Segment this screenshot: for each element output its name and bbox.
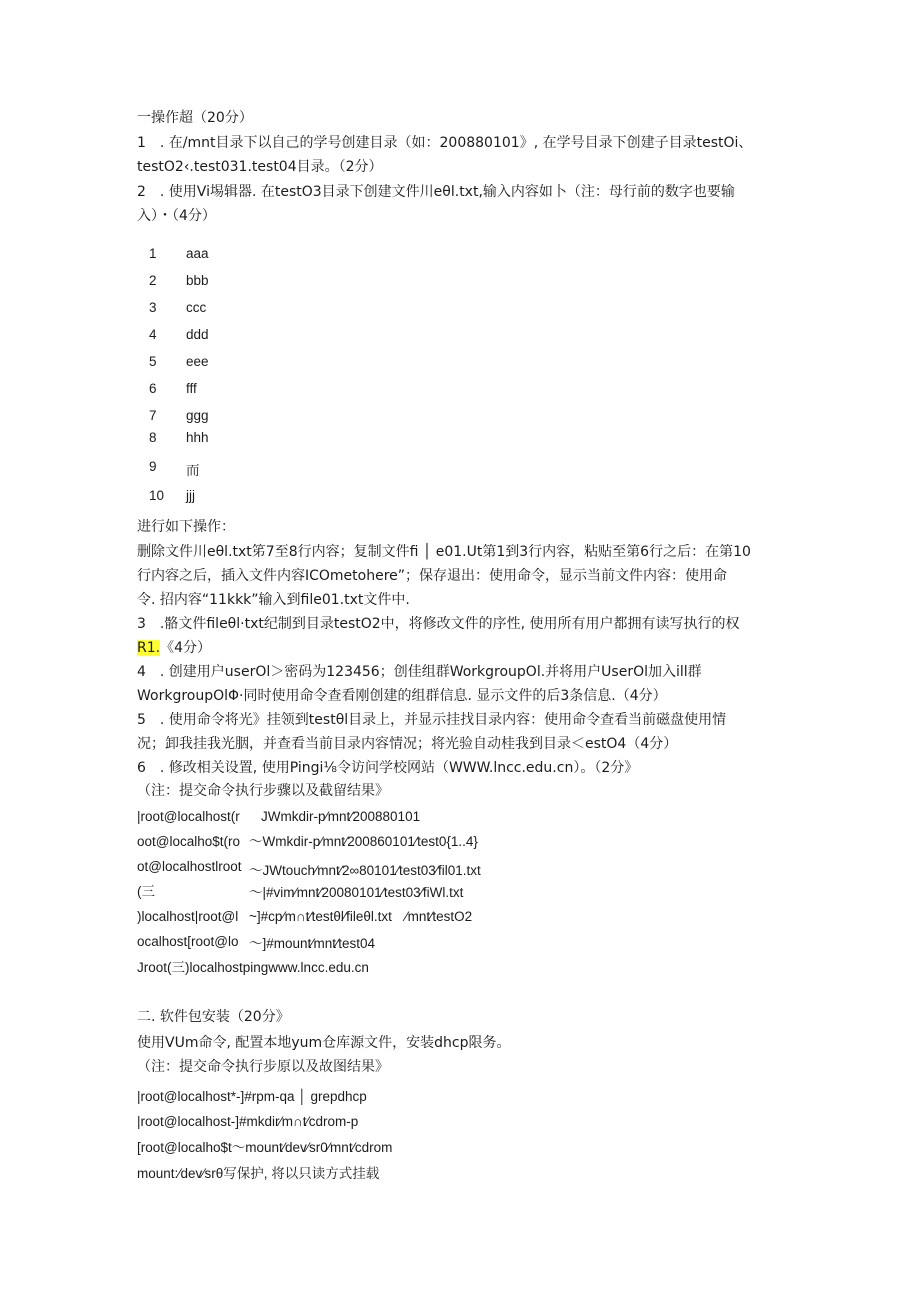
section2-title: 二. 软件包安装（20分》 bbox=[137, 1009, 290, 1025]
command-prompt: )localhost|root@l bbox=[137, 909, 239, 924]
question1-line1: 1 . 在/mnt目录下以自己的学号创建目录（如：200880101》, 在学号目录下创建子目录testOi、 bbox=[137, 135, 753, 151]
list-item-number: 5 bbox=[149, 354, 157, 369]
list-item-value: 而 bbox=[186, 463, 200, 478]
command-line: |root@localhost*-]#rpm-qa │ grepdhcp bbox=[137, 1089, 367, 1104]
list-item-value: fff bbox=[186, 381, 197, 396]
question4-line2: WorkgroupOlΦ·同时使用命令查看刚创建的组群信息. 显示文件的后3条信息.（4分） bbox=[137, 688, 667, 704]
question1-line2: testO2‹.test031.test04目录。（2分） bbox=[137, 159, 383, 175]
command-text: JWmkdir-p⁄mnt⁄200880101 bbox=[261, 809, 421, 824]
command-text: ～|#vim⁄mnt⁄20080101⁄test03⁄fiWl.txt bbox=[249, 885, 464, 900]
command-prompt: ocalhost[root@lo bbox=[137, 934, 239, 949]
list-item-value: jjj bbox=[186, 488, 195, 503]
command-prompt: ot@localhostlroot bbox=[137, 859, 242, 874]
question2-line1: 2 . 使用Vi埸辑器. 在testO3目录下创建文件川eθl.txt,输入内容如卜（注：母行前的数字也要输 bbox=[137, 184, 735, 200]
operations-line1: 删除文件川eθl.txt笫7至8行内容；复制文件fi │ e01.Ut第1到3行内容，粘贴至第6行之后：在第10 bbox=[137, 544, 751, 560]
highlighted-text: R1. bbox=[137, 640, 161, 656]
operations-heading: 进行如下操作： bbox=[137, 519, 235, 535]
list-item-value: bbb bbox=[186, 273, 209, 288]
list-item-number: 10 bbox=[149, 488, 165, 503]
operations-line2: 行内容之后，插入文件内容ICOmetohere”；保存退出：使用命令，显示当前文件内容：使用命 bbox=[137, 568, 728, 584]
question3-score: 《4分） bbox=[160, 640, 212, 656]
question3-line2 bbox=[137, 639, 211, 657]
command-prompt: oot@localho$t(ro bbox=[137, 834, 241, 849]
command-text: ~]#cp⁄m∩t⁄testθl⁄fileθl.txt ⁄mnt⁄testO2 bbox=[249, 909, 473, 924]
list-item-value: aaa bbox=[186, 246, 209, 261]
list-item-number: 4 bbox=[149, 327, 157, 342]
operations-line3: 令. 招内容“11kkk”输入到file01.txt文件中. bbox=[137, 592, 410, 608]
list-item-value: hhh bbox=[186, 430, 209, 445]
question5-line2: 况；卸我挂我光胭，并查看当前目录内容情况；将光验自动桂我到目录＜estO4（4分） bbox=[137, 736, 678, 752]
list-item-value: ggg bbox=[186, 408, 209, 423]
command-prompt: Jroot(三)localhostpingwww.lncc.edu.cn bbox=[137, 960, 369, 975]
question3-line1: 3 .骼文件fileθl·txt纪制到目录testO2中，将修改文件的序性, 使用所有用户都拥有读写执行的权 bbox=[137, 616, 740, 632]
list-item-number: 9 bbox=[149, 459, 157, 474]
list-item-value: ddd bbox=[186, 327, 209, 342]
question5-line1: 5 . 使用命令将光》挂领到testθl目录上，并显示挂找目录内容：使用命令查看当前磁盘使用情 bbox=[137, 712, 727, 728]
question4-line1: 4 . 创建用户userOl＞密码为123456；创佳组群WorkgroupOl.并将用户UserOl加入ill群 bbox=[137, 664, 702, 680]
section2-note: （注：提交命令执行步原以及故图结果》 bbox=[137, 1059, 389, 1075]
list-item-number: 3 bbox=[149, 300, 157, 315]
command-prompt: (三 bbox=[137, 884, 155, 899]
list-item-number: 7 bbox=[149, 408, 157, 423]
command-prompt: |root@localhost(r bbox=[137, 809, 240, 824]
command-text: ～Wmkdir-p⁄mnt⁄200860101⁄test0{1..4} bbox=[249, 834, 478, 849]
list-item-value: ccc bbox=[186, 300, 207, 315]
list-item-number: 8 bbox=[149, 430, 157, 445]
command-line: [root@localho$t～mount⁄dev⁄sr0⁄mnt⁄cdrom bbox=[137, 1140, 393, 1155]
section1-note: （注：提交命令执行步骤以及截留结果》 bbox=[137, 783, 389, 799]
command-line: |root@localhost-]#mkdir⁄m∩t⁄cdrom-p bbox=[137, 1114, 359, 1129]
list-item-number: 6 bbox=[149, 381, 157, 396]
list-item-number: 2 bbox=[149, 273, 157, 288]
list-item-value: eee bbox=[186, 354, 209, 369]
list-item-number: 1 bbox=[149, 246, 157, 261]
question6: 6 . 修改相关设置, 使用Pingi⅛令访问学校网站（WWW.lncc.edu.cn）。（2分》 bbox=[137, 760, 639, 776]
section1-title: 一操作超（20分） bbox=[137, 110, 253, 126]
command-text: ～JWtouch⁄mnt⁄2∞80101⁄test03⁄fil01.txt bbox=[249, 863, 481, 878]
command-text: ～]#mount⁄mnt⁄test04 bbox=[249, 936, 376, 951]
command-line: mount:⁄dev⁄srθ写保护, 将以只读方式挂载 bbox=[137, 1166, 380, 1181]
question2-line2: 入）・（4分） bbox=[137, 208, 216, 224]
section2-description: 使用VUm命令, 配置本地yum仓库源文件，安装dhcp限务。 bbox=[137, 1035, 511, 1051]
